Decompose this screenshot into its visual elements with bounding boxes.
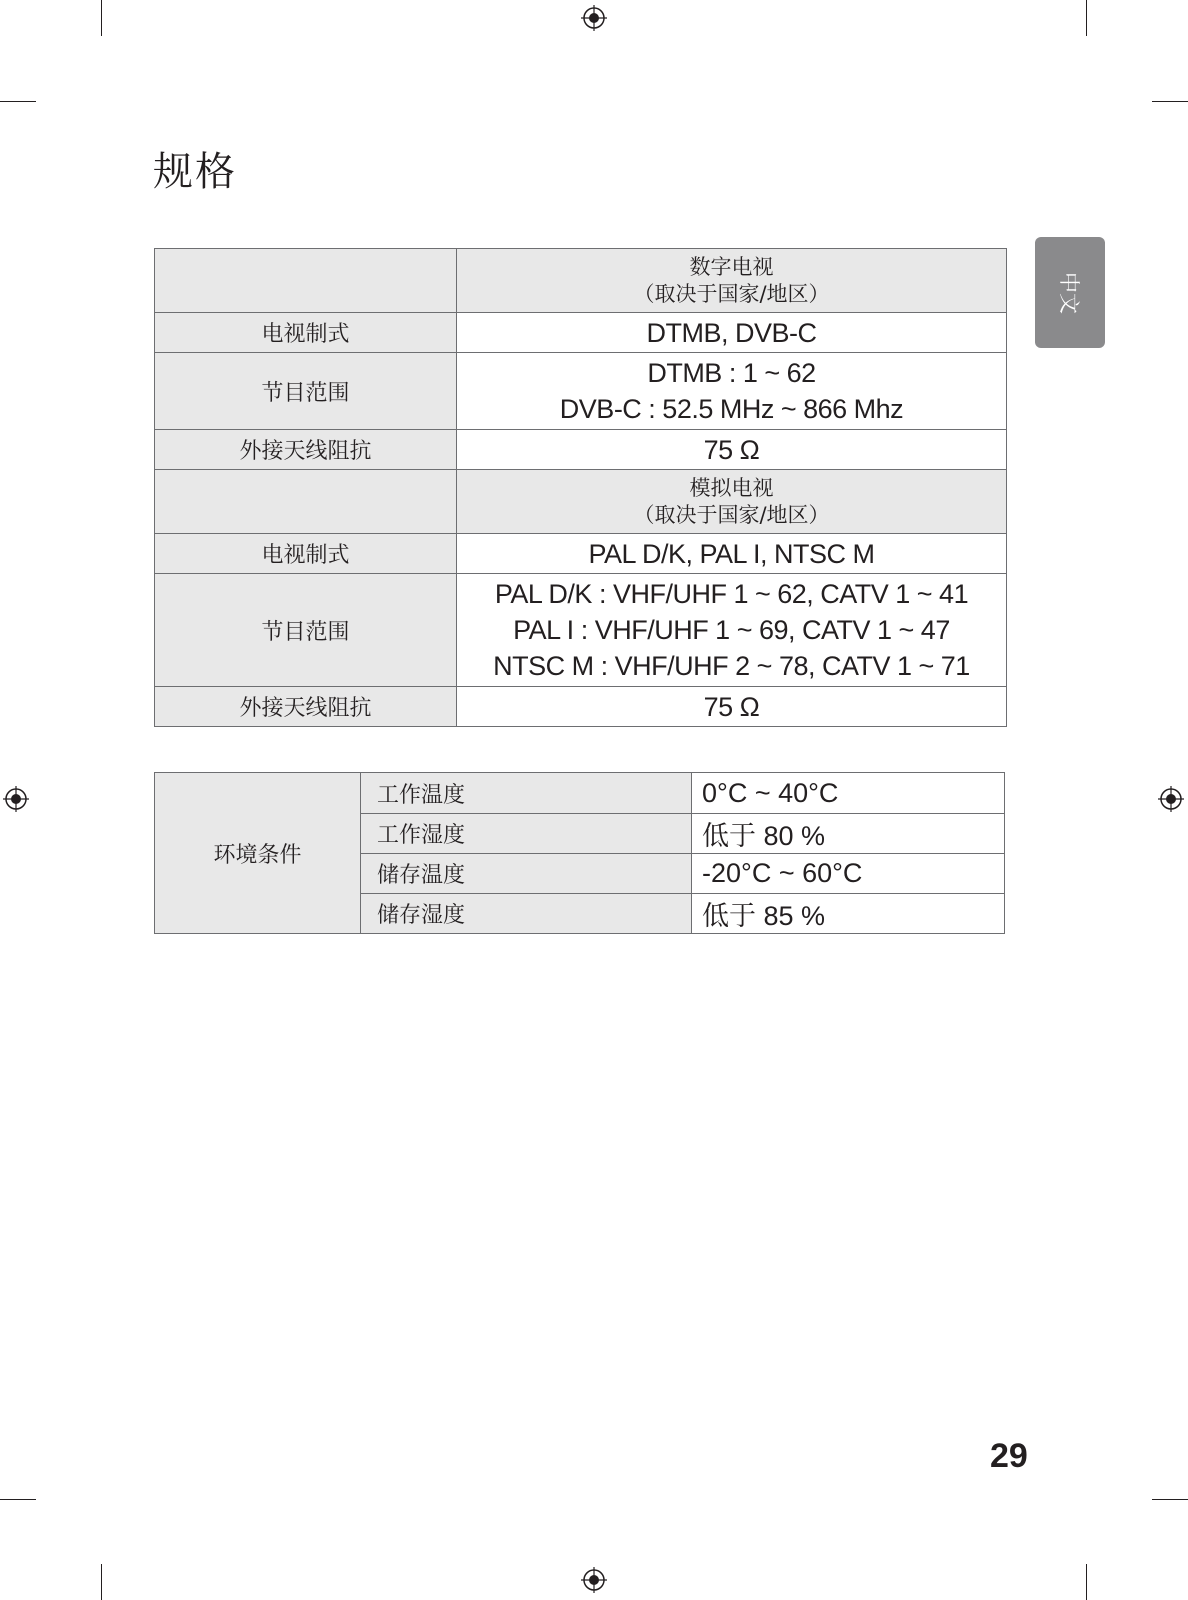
row-label: 节目范围 bbox=[155, 574, 457, 687]
table-row bbox=[155, 353, 1007, 430]
row-label: 节目范围 bbox=[155, 353, 457, 430]
digital-tv-header bbox=[457, 249, 1007, 313]
tv-spec-table bbox=[154, 248, 1007, 727]
analog-tv-header-line: （取决于国家/地区） bbox=[633, 502, 830, 527]
table-cell-empty bbox=[155, 470, 457, 534]
value-line: PAL D/K : VHF/UHF 1 ~ 62, CATV 1 ~ 41 bbox=[494, 579, 969, 609]
table-row bbox=[155, 534, 1007, 574]
table-row bbox=[155, 687, 1007, 727]
crop-mark bbox=[1086, 0, 1087, 36]
crop-mark bbox=[101, 0, 102, 36]
env-value: 低于 85 % bbox=[692, 894, 1005, 934]
table-row bbox=[155, 773, 1005, 814]
table-cell-empty bbox=[155, 249, 457, 313]
environment-group-label: 环境条件 bbox=[155, 773, 361, 934]
analog-tv-header-line: 模拟电视 bbox=[689, 475, 774, 500]
env-value: 0°C ~ 40°C bbox=[692, 773, 1005, 814]
registration-mark-icon bbox=[581, 5, 607, 31]
value-line: DTMB, DVB-C bbox=[646, 317, 817, 348]
env-param: 储存湿度 bbox=[361, 894, 692, 934]
value-line: PAL D/K, PAL I, NTSC M bbox=[588, 538, 875, 569]
row-value bbox=[457, 353, 1007, 430]
row-value bbox=[457, 430, 1007, 470]
value-line: DVB-C : 52.5 MHz ~ 866 Mhz bbox=[559, 394, 904, 424]
value-line: 75 Ω bbox=[703, 434, 760, 465]
digital-tv-header-line: 数字电视 bbox=[689, 254, 774, 279]
analog-tv-header bbox=[457, 470, 1007, 534]
value-line: NTSC M : VHF/UHF 2 ~ 78, CATV 1 ~ 71 bbox=[493, 651, 970, 681]
row-value bbox=[457, 687, 1007, 727]
crop-mark bbox=[0, 101, 36, 102]
row-label: 外接天线阻抗 bbox=[155, 430, 457, 470]
row-label: 电视制式 bbox=[155, 534, 457, 574]
table-row bbox=[155, 430, 1007, 470]
crop-mark bbox=[1152, 101, 1188, 102]
language-tab-label: 中文 bbox=[1057, 271, 1081, 314]
env-param: 工作温度 bbox=[361, 773, 692, 814]
environment-table bbox=[154, 772, 1005, 934]
registration-mark-icon bbox=[581, 1567, 607, 1593]
row-label: 外接天线阻抗 bbox=[155, 687, 457, 727]
table-row bbox=[155, 313, 1007, 353]
crop-mark bbox=[0, 1499, 36, 1500]
page-number: 29 bbox=[990, 1437, 1028, 1475]
registration-mark-icon bbox=[1158, 786, 1184, 812]
digital-tv-header-line: （取决于国家/地区） bbox=[633, 281, 830, 306]
table-row bbox=[155, 470, 1007, 534]
row-value bbox=[457, 313, 1007, 353]
env-param: 储存温度 bbox=[361, 854, 692, 894]
page-title: 规格 bbox=[153, 149, 237, 195]
crop-mark bbox=[1152, 1499, 1188, 1500]
row-value bbox=[457, 574, 1007, 687]
env-param: 工作湿度 bbox=[361, 814, 692, 854]
row-label: 电视制式 bbox=[155, 313, 457, 353]
language-tab bbox=[1035, 237, 1105, 348]
registration-mark-icon bbox=[3, 786, 29, 812]
crop-mark bbox=[101, 1564, 102, 1600]
crop-mark bbox=[1086, 1564, 1087, 1600]
row-value bbox=[457, 534, 1007, 574]
value-line: 75 Ω bbox=[703, 691, 760, 722]
value-line: DTMB : 1 ~ 62 bbox=[647, 358, 816, 388]
table-row bbox=[155, 249, 1007, 313]
value-line: PAL I : VHF/UHF 1 ~ 69, CATV 1 ~ 47 bbox=[513, 615, 950, 645]
table-row bbox=[155, 574, 1007, 687]
env-value: 低于 80 % bbox=[692, 814, 1005, 854]
env-value: -20°C ~ 60°C bbox=[692, 854, 1005, 894]
